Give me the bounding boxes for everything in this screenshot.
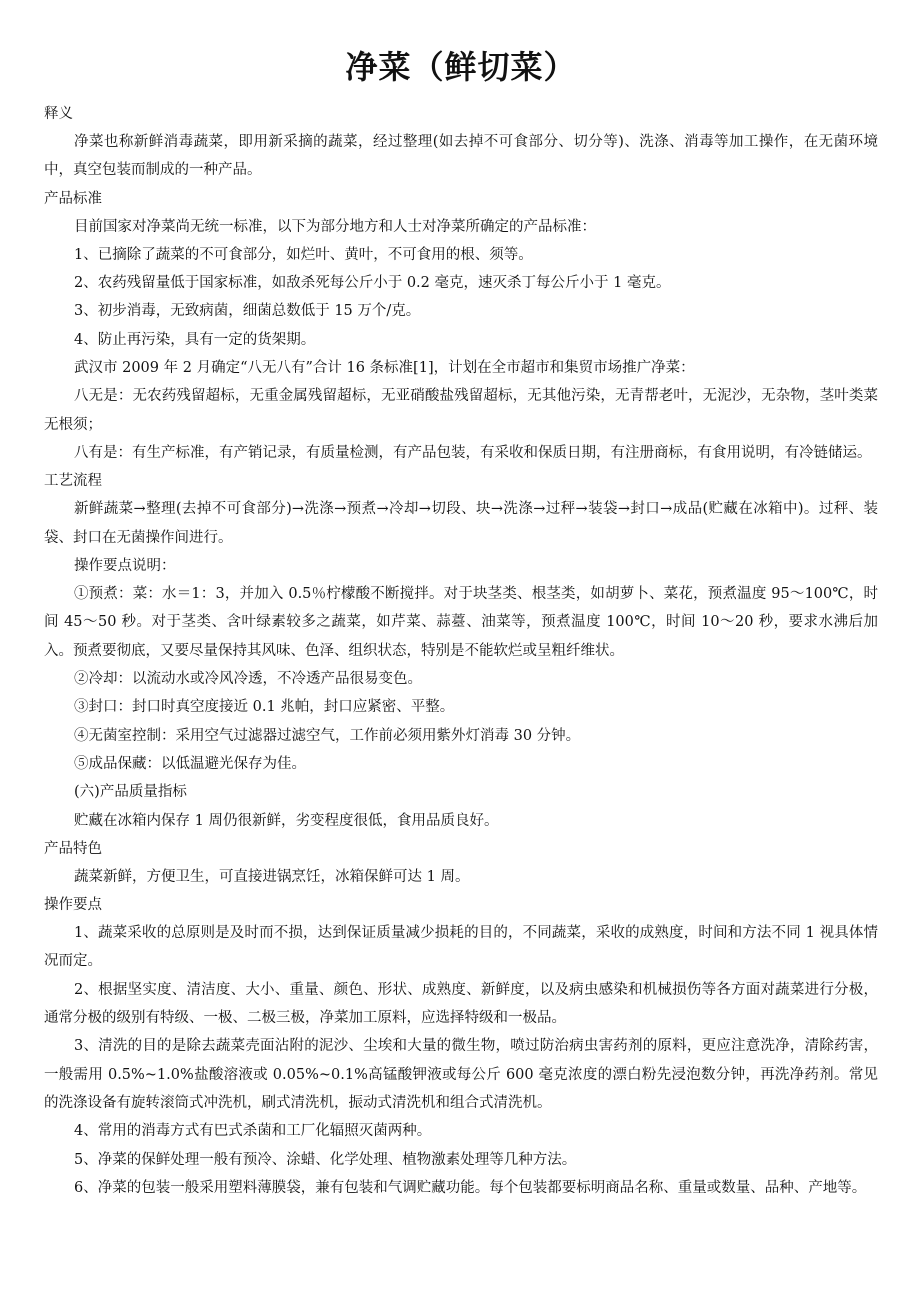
- list-item: 2、农药残留量低于国家标准，如敌杀死每公斤小于 0.2 毫克，速灭杀丁每公斤小于 1 毫克。: [74, 275, 671, 292]
- list-item: ②冷却：以流动水或冷风冷透，不冷透产品很易变色。: [74, 671, 422, 688]
- section-heading-process: 工艺流程: [44, 473, 102, 490]
- document-page: [44, 44, 878, 1202]
- list-item: 2、根据坚实度、清洁度、大小、重量、颜色、形状、成熟度、新鲜度，以及病虫感染和机械损伤等各方面对蔬菜进行分极，通常分极的级别有特级、一极、二极三极，净菜加工原料，应选择特级和一极品。: [44, 981, 878, 1027]
- paragraph: (六)产品质量指标: [74, 784, 187, 801]
- list-item: 4、常用的消毒方式有巴式杀菌和工厂化辐照灭菌两种。: [74, 1123, 432, 1140]
- paragraph: 目前国家对净菜尚无统一标准，以下为部分地方和人士对净菜所确定的产品标准：: [74, 218, 596, 235]
- list-item: ⑤成品保藏：以低温避光保存为佳。: [74, 755, 306, 772]
- list-item: 4、防止再污染，具有一定的货架期。: [74, 331, 316, 348]
- list-item: 5、净菜的保鲜处理一般有预冷、涂蜡、化学处理、植物激素处理等几种方法。: [74, 1151, 577, 1168]
- section-heading-key-points: 操作要点: [44, 897, 102, 914]
- list-item: 6、净菜的包装一般采用塑料薄膜袋，兼有包装和气调贮藏功能。每个包装都要标明商品名称、重量或数量、品种、产地等。: [74, 1179, 867, 1196]
- list-item: ④无菌室控制：采用空气过滤器过滤空气，工作前必须用紫外灯消毒 30 分钟。: [74, 727, 581, 744]
- list-item: 3、初步消毒，无致病菌，细菌总数低于 15 万个/克。: [74, 303, 421, 320]
- list-item: 1、已摘除了蔬菜的不可食部分，如烂叶、黄叶，不可食用的根、须等。: [74, 246, 533, 263]
- paragraph: 八有是：有生产标准，有产销记录，有质量检测，有产品包装，有采收和保质日期，有注册商标，有食用说明，有冷链储运。: [74, 444, 872, 461]
- paragraph: 贮藏在冰箱内保存 1 周仍很新鲜，劣变程度很低，食用品质良好。: [74, 812, 499, 829]
- document-title: 净菜（鲜切菜）: [345, 48, 577, 86]
- section-heading-definition: 释义: [44, 106, 73, 122]
- section-heading-features: 产品特色: [44, 840, 102, 857]
- section-heading-standard: 产品标准: [44, 190, 102, 207]
- list-item: 1、蔬菜采收的总原则是及时而不损，达到保证质量减少损耗的目的，不同蔬菜，采收的成熟度，时间和方法不同 1 视具体情况而定。: [44, 925, 878, 970]
- paragraph: 武汉市 2009 年 2 月确定“八无八有”合计 16 条标准[1]，计划在全市超市和集贸市场推广净菜：: [74, 360, 695, 377]
- list-item: ①预煮：菜：水＝1：3，并加入 0.5％柠檬酸不断搅拌。对于块茎类、根茎类，如胡萝卜、菜花，预煮温度 95～100℃，时间 45～50 秒。对于茎类、含叶绿素较多之蔬菜，如芹菜、蒜薹、油菜等，预煮温度 100℃，时间 10～20 秒，要求水沸后加入。预煮要彻底，又要尽量保持其风味、色泽、组织状态，特别是不能软烂或呈粗纤维状。: [44, 586, 878, 659]
- paragraph: 操作要点说明：: [74, 557, 176, 574]
- list-item: ③封口：封口时真空度接近 0.1 兆帕，封口应紧密、平整。: [74, 699, 455, 716]
- paragraph: 净菜也称新鲜消毒蔬菜，即用新采摘的蔬菜，经过整理(如去掉不可食部分、切分等)、洗涤、消毒等加工操作，在无菌环境中，真空包装而制成的一种产品。: [44, 134, 878, 179]
- list-item: 3、清洗的目的是除去蔬菜壳面沾附的泥沙、尘埃和大量的微生物，喷过防治病虫害药剂的原料，更应注意洗净，清除药害，一般需用 0.5%~1.0%盐酸溶液或 0.05%~0.1%高锰酸钾液或每公斤 600 毫克浓度的漂白粉先浸泡数分钟，再洗净药剂。常见的洗涤设备有旋转滚筒式冲洗机，刷式清洗机，振动式清洗机和组合式清洗机。: [44, 1038, 878, 1111]
- paragraph: 新鲜蔬菜→整理(去掉不可食部分)→洗涤→预煮→冷却→切段、块→洗涤→过秤→装袋→封口→成品(贮藏在冰箱中)。过秤、装袋、封口在无菌操作间进行。: [44, 501, 878, 546]
- paragraph: 蔬菜新鲜，方便卫生，可直接进锅烹饪，冰箱保鲜可达 1 周。: [74, 868, 470, 885]
- paragraph: 八无是：无农药残留超标，无重金属残留超标，无亚硝酸盐残留超标，无其他污染，无青帮老叶，无泥沙，无杂物，茎叶类菜无根须；: [44, 388, 878, 433]
